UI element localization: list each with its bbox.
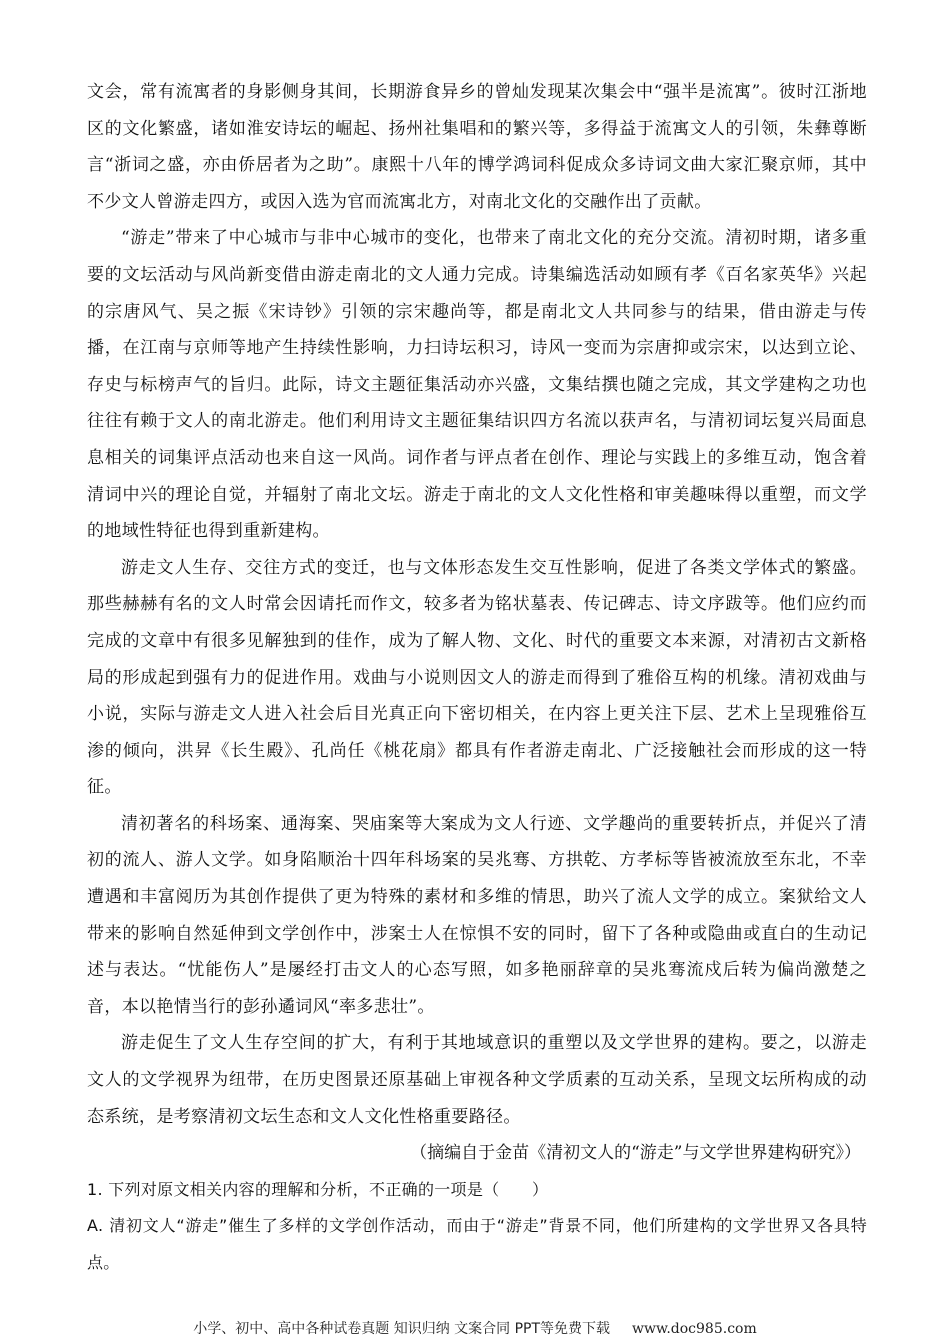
article-paragraph: 清初著名的科场案、通海案、哭庙案等大案成为文人行迹、文学趣尚的重要转折点，并促兴了清初的流人、游人文学。如身陷顺治十四年科场案的吴兆骞、方拱乾、方孝标等皆被流放至东北，不幸遭遇和丰富阅历为其创作提供了更为特殊的素材和多维的情思，助兴了流人文学的成立。案狱给文人带来的影响自然延伸到文学创作中，涉案士人在惊惧不安的同时，留下了各种或隐曲或直白的生动记述与表达。“忧能伤人”是屡经打击文人的心态写照，如多艳丽辞章的吴兆骞流戍后转为偏尚激楚之音，本以艳情当行的彭孙遹词风“率多悲壮”。 <box>87 813 867 1017</box>
document-page <box>87 74 867 1282</box>
article-source-citation: （摘编自于金苗《清初文人的“游走”与文学世界建构研究》） <box>410 1143 861 1164</box>
page-footer <box>0 1318 950 1338</box>
question-stem: 1. 下列对原文相关内容的理解和分析，不正确的一项是（ ） <box>87 1179 549 1199</box>
footer-text: 小学、初中、高中各种试卷真题 知识归纳 文案合同 PPT等免费下载 <box>193 1321 611 1337</box>
article-paragraph: 游走文人生存、交往方式的变迁，也与文体形态发生交互性影响，促进了各类文学体式的繁盛。那些赫赫有名的文人时常会因请托而作文，较多者为铭状墓表、传记碑志、诗文序跋等。他们应约而完成的文章中有很多见解独到的佳作，成为了解人物、文化、时代的重要文本来源，对清初古文新格局的形成起到强有力的促进作用。戏曲与小说则因文人的游走而得到了雅俗互构的机缘。清初戏曲与小说，实际与游走文人进入社会后目光真正向下密切相关，在内容上更关注下层、艺术上呈现雅俗互渗的倾向，洪昇《长生殿》、孔尚任《桃花扇》都具有作者游走南北、广泛接触社会而形成的这一特征。 <box>87 557 867 798</box>
footer-url-link[interactable]: www.doc985.com <box>632 1321 757 1337</box>
article-paragraph: “游走”带来了中心城市与非中心城市的变化，也带来了南北文化的充分交流。清初时期，诸多重要的文坛活动与风尚新变借由游走南北的文人通力完成。诗集编选活动如顾有孝《百名家英华》兴起的宗唐风气、吴之振《宋诗钞》引领的宗宋趣尚等，都是南北文人共同参与的结果，借由游走与传播，在江南与京师等地产生持续性影响，力扫诗坛积习，诗风一变而为宗唐抑或宗宋，以达到立论、存史与标榜声气的旨归。此际，诗文主题征集活动亦兴盛，文集结撰也随之完成，其文学建构之功也往往有赖于文人的南北游走。他们利用诗文主题征集结识四方名流以获声名，与清初词坛复兴局面息息相关的词集评点活动也来自这一风尚。词作者与评点者在创作、理论与实践上的多维互动，饱含着清词中兴的理论自觉，并辐射了南北文坛。游走于南北的文人文化性格和审美趣味得以重塑，而文学的地域性特征也得到重新建构。 <box>87 228 867 542</box>
question-option-a: A. 清初文人“游走”催生了多样的文学创作活动，而由于“游走”背景不同，他们所建构的文学世界又各具特点。 <box>87 1216 867 1272</box>
article-paragraph: 游走促生了文人生存空间的扩大，有利于其地域意识的重塑以及文学世界的建构。要之，以游走文人的文学视界为纽带，在历史图景还原基础上审视各种文学质素的互动关系，呈现文坛所构成的动态系统，是考察清初文坛生态和文人文化性格重要路径。 <box>87 1033 867 1127</box>
article-paragraph: 文会，常有流寓者的身影侧身其间，长期游食异乡的曾灿发现某次集会中“强半是流寓”。彼时江浙地区的文化繁盛，诸如淮安诗坛的崛起、扬州社集唱和的繁兴等，多得益于流寓文人的引领，朱彝尊断言“浙词之盛，亦由侨居者为之助”。康熙十八年的博学鸿词科促成众多诗词文曲大家汇聚京师，其中不少文人曾游走四方，或因入选为官而流寓北方，对南北文化的交融作出了贡献。 <box>87 82 867 212</box>
